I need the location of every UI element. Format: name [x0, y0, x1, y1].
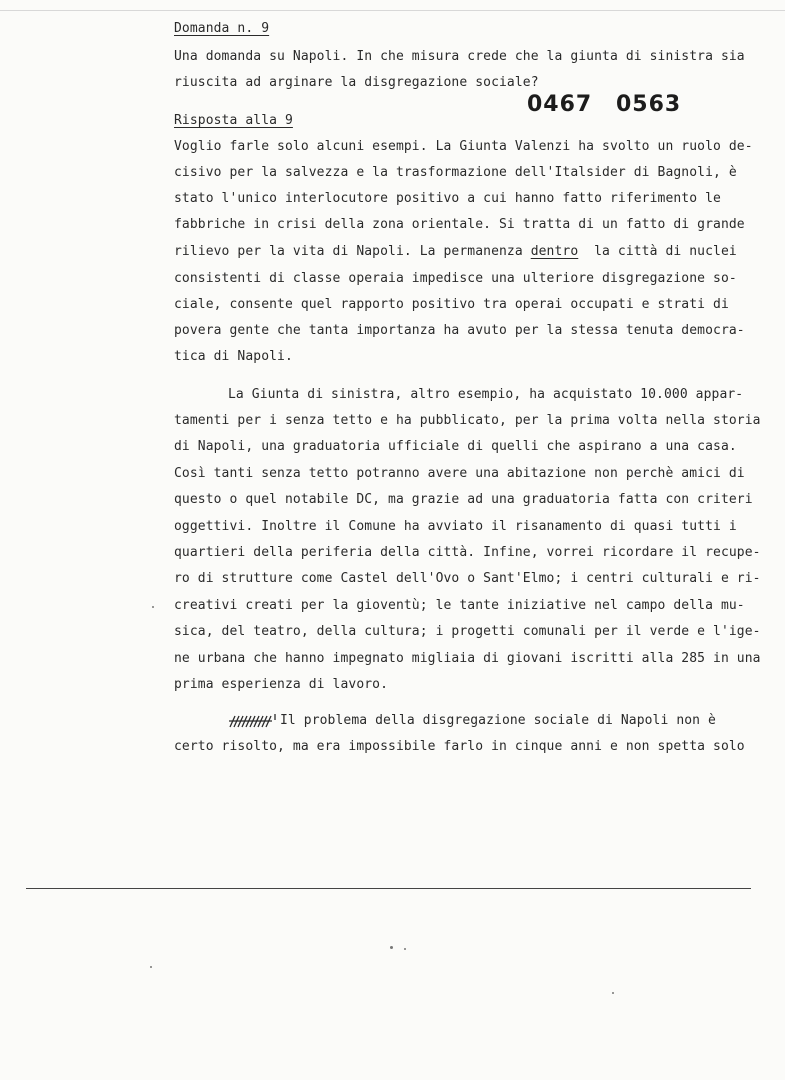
answer-text-line: ciale, consente quel rapporto positivo tra operai occupati e strati di: [174, 297, 729, 312]
answer-text-line: Voglio farle solo alcuni esempi. La Giunta Valenzi ha svolto un ruolo de-: [174, 139, 753, 154]
text-segment: rilievo per la vita di Napoli. La permanenza: [174, 244, 531, 259]
answer-text-line: tica di Napoli.: [174, 349, 293, 364]
answer-text-line: [174, 243, 737, 261]
archive-number: 0467: [527, 92, 593, 117]
page-edge-line: [0, 10, 785, 11]
question-text-line: Una domanda su Napoli. In che misura crede che la giunta di sinistra sia: [174, 49, 745, 64]
paper-speck: [150, 966, 152, 968]
answer-text-line: La Giunta di sinistra, altro esempio, ha acquistato 10.000 appar-: [228, 387, 744, 402]
answer-text-line: fabbriche in crisi della zona orientale. Si tratta di un fatto di grande: [174, 217, 745, 232]
answer-heading: Risposta alla 9: [174, 113, 293, 128]
horizontal-rule: [26, 888, 751, 889]
answer-text-line: creativi creati per la gioventù; le tante iniziative nel campo della mu-: [174, 598, 745, 613]
paper-speck: [152, 606, 154, 608]
answer-text-line: cisivo per la salvezza e la trasformazione dell'Italsider di Bagnoli, è: [174, 165, 737, 180]
answer-text-line: di Napoli, una graduatoria ufficiale di quelli che aspirano a una casa.: [174, 439, 737, 454]
underlined-word: dentro: [530, 244, 579, 259]
answer-text-line: questo o quel notabile DC, ma grazie ad una graduatoria fatta con criteri: [174, 492, 753, 507]
answer-text-line: oggettivi. Inoltre il Comune ha avviato il risanamento di quasi tutti i: [174, 519, 737, 534]
answer-text-line: tamenti per i senza tetto e ha pubblicato, per la prima volta nella storia: [174, 413, 761, 428]
paper-speck: [612, 992, 614, 994]
answer-text-line: quartieri della periferia della città. Infine, vorrei ricordare il recupe-: [174, 545, 761, 560]
typed-strikeout-mark: [228, 712, 278, 730]
answer-text-line: certo risolto, ma era impossibile farlo in cinque anni e non spetta solo: [174, 739, 745, 754]
answer-text-line: Il problema della disgregazione sociale di Napoli non è: [280, 713, 716, 728]
answer-text-line: consistenti di classe operaia impedisce una ulteriore disgregazione so-: [174, 271, 737, 286]
answer-text-line: prima esperienza di lavoro.: [174, 677, 389, 692]
text-segment: la città di nuclei: [578, 244, 737, 259]
answer-text-line: ne urbana che hanno impegnato migliaia di giovani iscritti alla 285 in una: [174, 651, 761, 666]
archive-number: 0563: [616, 92, 682, 117]
paper-speck: [404, 948, 406, 950]
paper-speck: [390, 946, 393, 949]
answer-text-line: Così tanti senza tetto potranno avere una abitazione non perchè amici di: [174, 466, 745, 481]
question-text-line: riuscita ad arginare la disgregazione sociale?: [174, 75, 539, 90]
answer-text-line: stato l'unico interlocutore positivo a cui hanno fatto riferimento le: [174, 191, 721, 206]
question-heading: Domanda n. 9: [174, 21, 270, 36]
answer-text-line: povera gente che tanta importanza ha avuto per la stessa tenuta democra-: [174, 323, 745, 338]
answer-text-line: sica, del teatro, della cultura; i progetti comunali per il verde e l'ige-: [174, 624, 761, 639]
answer-text-line: ro di strutture come Castel dell'Ovo o Sant'Elmo; i centri culturali e ri-: [174, 571, 761, 586]
